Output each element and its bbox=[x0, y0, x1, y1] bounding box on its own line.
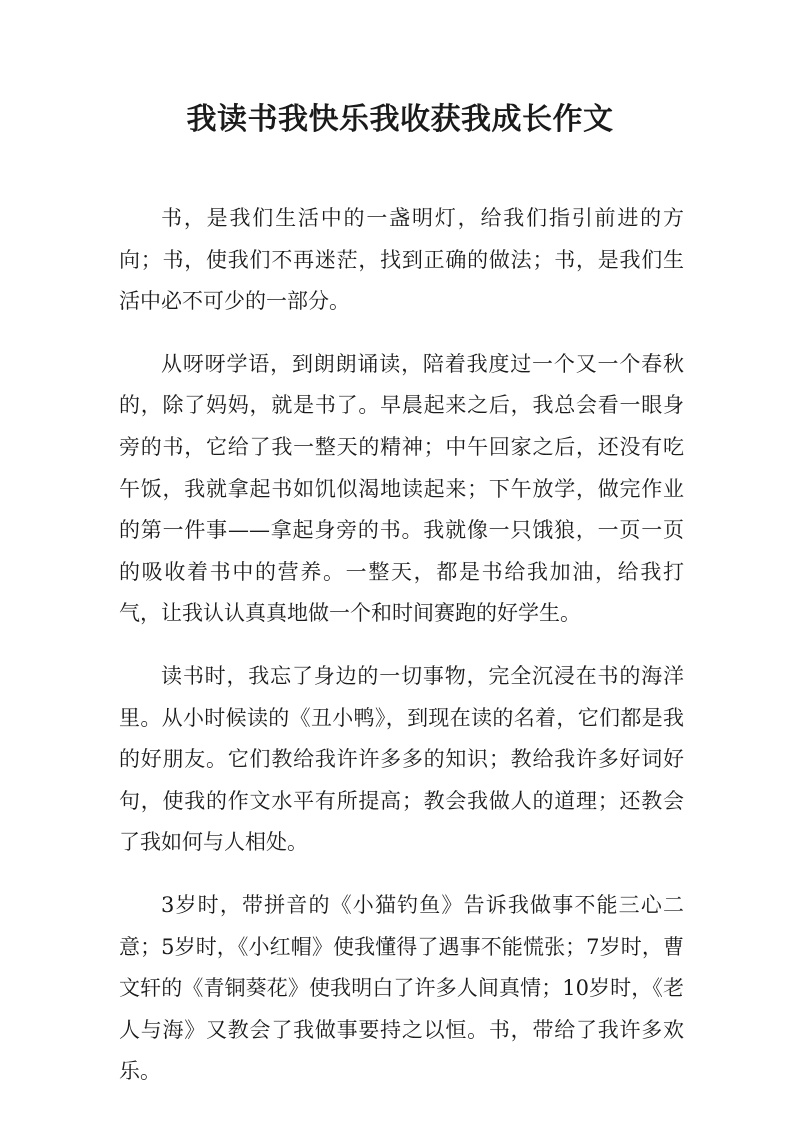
paragraph-2: 从呀呀学语，到朗朗诵读，陪着我度过一个又一个春秋的，除了妈妈，就是书了。早晨起来之后，我总会看一眼身旁的书，它给了我一整天的精神；中午回家之后，还没有吃午饭，我就拿起书如饥似渴地读起来；下午放学，做完作业的第一件事——拿起身旁的书。我就像一只饿狼，一页一页的吸收着书中的营养。一整天，都是书给我加油，给我打气，让我认认真真地做一个和时间赛跑的好学生。 bbox=[119, 351, 684, 626]
document-body bbox=[119, 198, 684, 1114]
document-title: 我读书我快乐我收获我成长作文 bbox=[186, 102, 614, 137]
paragraph-1: 书，是我们生活中的一盏明灯，给我们指引前进的方向；书，使我们不再迷茫，找到正确的做法；书，是我们生活中必不可少的一部分。 bbox=[119, 206, 684, 314]
paragraph-3: 读书时，我忘了身边的一切事物，完全沉浸在书的海洋里。从小时候读的《丑小鸭》，到现在读的名着，它们都是我的好朋友。它们教给我许许多多的知识；教给我许多好词好句，使我的作文水平有所提高；教会我做人的道理；还教会了我如何与人相处。 bbox=[119, 663, 684, 855]
paragraph-4: 3岁时，带拼音的《小猫钓鱼》告诉我做事不能三心二意；5岁时，《小红帽》使我懂得了遇事不能慌张；7岁时，曹文轩的《青铜葵花》使我明白了许多人间真情；10岁时，《老人与海》又教会了我做事要持之以恒。书，带给了我许多欢乐。 bbox=[119, 892, 684, 1084]
